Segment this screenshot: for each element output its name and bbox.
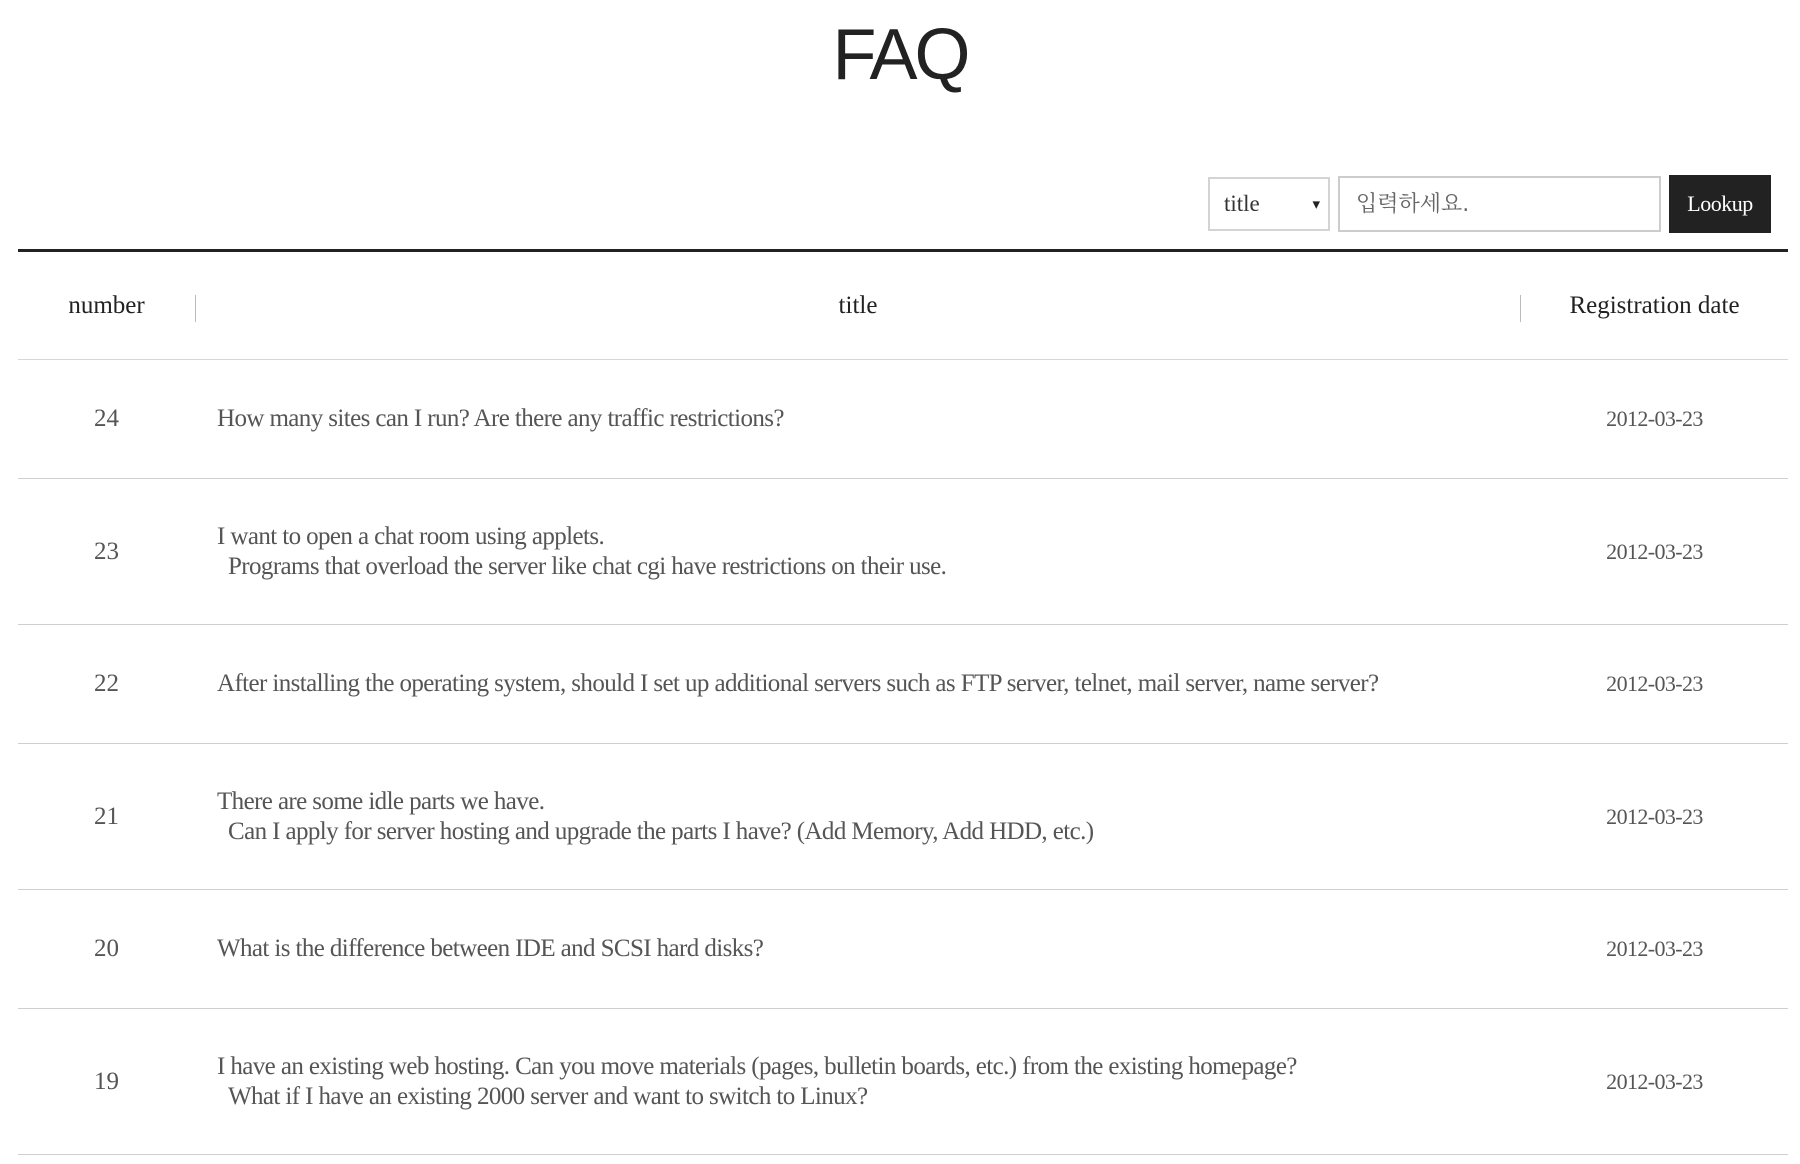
- row-date: 2012-03-23: [1521, 625, 1788, 744]
- search-input[interactable]: [1338, 176, 1661, 232]
- row-title-line: Can I apply for server hosting and upgrade the parts I have? (Add Memory, Add HDD, etc.): [228, 817, 1094, 845]
- row-title-line: What is the difference between IDE and SCSI hard disks?: [217, 935, 764, 962]
- column-header-number: number: [18, 252, 195, 360]
- row-date: 2012-03-23: [1521, 1009, 1788, 1155]
- table-header-row: [18, 252, 1788, 360]
- row-title-link[interactable]: [195, 360, 1521, 479]
- row-date: 2012-03-23: [1521, 744, 1788, 890]
- search-field-select-value: title: [1224, 191, 1260, 216]
- table-row[interactable]: [18, 890, 1788, 1009]
- row-date: 2012-03-23: [1521, 890, 1788, 1009]
- row-title-line: I want to open a chat room using applets.: [217, 522, 605, 550]
- row-date: 2012-03-23: [1521, 479, 1788, 625]
- row-title-link[interactable]: [195, 1009, 1521, 1155]
- column-header-date: Registration date: [1521, 252, 1788, 360]
- row-date: 2012-03-23: [1521, 360, 1788, 479]
- row-number: 20: [18, 890, 195, 1009]
- row-title-line: What if I have an existing 2000 server and want to switch to Linux?: [228, 1082, 868, 1110]
- row-title-line: How many sites can I run? Are there any traffic restrictions?: [217, 405, 784, 432]
- row-number: 23: [18, 479, 195, 625]
- row-title-line: There are some idle parts we have.: [217, 787, 545, 815]
- column-header-title: title: [195, 252, 1521, 360]
- row-title-link[interactable]: [195, 890, 1521, 1009]
- table-row[interactable]: [18, 360, 1788, 479]
- lookup-button[interactable]: Lookup: [1669, 175, 1771, 233]
- table-row[interactable]: [18, 625, 1788, 744]
- row-number: 19: [18, 1009, 195, 1155]
- search-bar: [1208, 175, 1771, 233]
- row-title-link[interactable]: [195, 479, 1521, 625]
- table-row[interactable]: [18, 744, 1788, 890]
- row-title-line: After installing the operating system, should I set up additional servers such as FTP server, telnet, mail server, name server?: [217, 670, 1379, 697]
- table-row[interactable]: [18, 1009, 1788, 1155]
- table-row[interactable]: [18, 479, 1788, 625]
- row-number: 24: [18, 360, 195, 479]
- row-title-link[interactable]: [195, 625, 1521, 744]
- chevron-down-icon: ▾: [1312, 195, 1320, 213]
- row-title-line: I have an existing web hosting. Can you move materials (pages, bulletin boards, etc.) from the existing homepage?: [217, 1052, 1297, 1080]
- faq-table-container: [18, 249, 1788, 1155]
- page-title: FAQ: [832, 15, 968, 95]
- row-number: 21: [18, 744, 195, 890]
- row-title-link[interactable]: [195, 744, 1521, 890]
- faq-table: [18, 252, 1788, 1155]
- row-number: 22: [18, 625, 195, 744]
- row-title-line: Programs that overload the server like chat cgi have restrictions on their use.: [228, 552, 947, 580]
- search-field-select[interactable]: [1208, 177, 1330, 231]
